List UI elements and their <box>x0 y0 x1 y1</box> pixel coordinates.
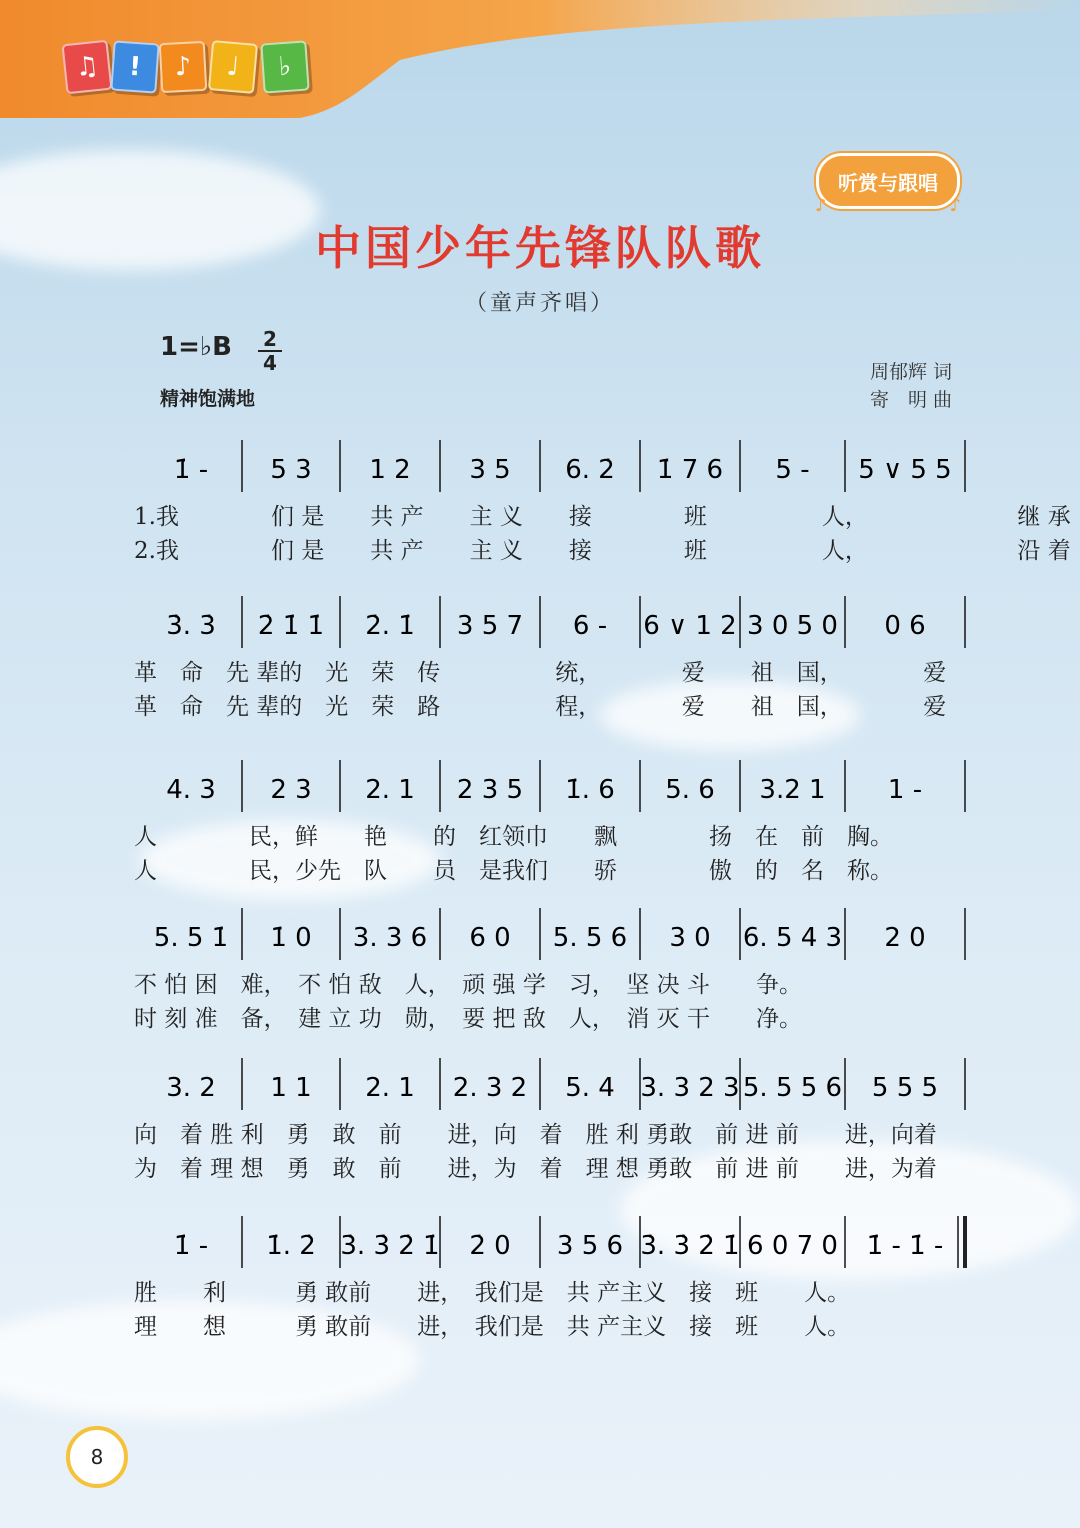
lyric-line: 人 民，少先 队 员 是我们 骄 傲 的 名 称。 <box>134 858 893 884</box>
measure-notes: 3 0 5 0 <box>747 611 838 641</box>
composer: 寄 明 曲 <box>870 389 953 411</box>
lyric-line: 革 命 先 辈的 光 荣 路 程， 爱 祖 国， 爱 <box>134 694 947 720</box>
lyric-line: 革 命 先 辈的 光 荣 传 统， 爱 祖 国， 爱 <box>134 660 947 686</box>
credits <box>870 358 952 414</box>
tempo-marking: 精神饱满地 <box>160 388 256 410</box>
measure-notes: 5 3 <box>270 455 312 485</box>
measure-notes: 2. 1 <box>365 1073 415 1103</box>
key-signature: 1=♭B <box>160 332 232 362</box>
lyric-line: 1.我 们 是 共 产 主 义 接 班 人， 继 承 <box>134 504 1071 530</box>
measure-notes: 1̇ - <box>173 1231 209 1261</box>
measure-notes: 3.2 1 <box>759 775 826 805</box>
measure-notes: 1̇. 6 <box>565 775 615 805</box>
measure-notes: 2̇ 1̇ 1̇ <box>257 611 325 641</box>
music-note-icon: ♪ <box>949 195 961 216</box>
measure-notes: 4. 3 <box>166 775 216 805</box>
measure-notes: 5 - <box>775 455 810 485</box>
music-block-icon: ! <box>110 40 159 93</box>
page-number: 8 <box>66 1426 128 1488</box>
measure-notes: 1̇ - <box>173 455 209 485</box>
music-block-icon: ♪ <box>159 41 208 93</box>
lyricist: 周郁辉 词 <box>870 361 953 383</box>
time-signature <box>258 328 282 374</box>
measure-notes: 2 3 <box>270 775 312 805</box>
measure-notes: 2 0 <box>884 923 926 953</box>
music-block-icon: ♭ <box>260 40 309 93</box>
measure-notes: 5 ∨ 5 5 <box>858 455 952 485</box>
lyric-line: 理 想 勇 敢前 进， 我们是 共 产主义 接 班 人。 <box>134 1314 851 1340</box>
measure-notes: 3̇. 3̇ 2̇ 1̇ <box>640 1231 740 1261</box>
measure-notes: 5. 5 1̇ <box>153 923 229 953</box>
staff-notation <box>0 604 1080 654</box>
measure-notes: 6 - <box>572 611 608 641</box>
staff-notation <box>0 916 1080 966</box>
staff-notation <box>0 768 1080 818</box>
staff-notation <box>0 1224 1080 1274</box>
music-note-icon: ♪ <box>815 195 827 216</box>
measure-notes: 5. 5 5 6 <box>742 1073 843 1103</box>
lyric-line: 向 着 胜 利 勇 敢 前 进，向 着 胜 利 勇敢 前 进 前 进，向着 <box>134 1122 937 1148</box>
measure-notes: 1̇. 2̇ <box>266 1231 316 1261</box>
measure-notes: 1̇ 7 6 <box>656 455 724 485</box>
measure-notes: 3 5 <box>469 455 511 485</box>
measure-notes: 1̇ - 1̇ - <box>866 1231 944 1261</box>
section-badge <box>815 153 961 216</box>
measure-notes: 1 2 <box>369 455 411 485</box>
lyric-line: 2.我 们 是 共 产 主 义 接 班 人， 沿 着 <box>134 538 1071 564</box>
measure-notes: 2 3 5 <box>456 775 524 805</box>
measure-notes: 5 5 5 <box>871 1073 939 1103</box>
lyric-line: 人 民，鲜 艳 的 红领巾 飘 扬 在 前 胸。 <box>134 824 893 850</box>
measure-notes: 0 6 <box>884 611 926 641</box>
measure-notes: 1 - <box>887 775 923 805</box>
lyric-line: 胜 利 勇 敢前 进， 我们是 共 产主义 接 班 人。 <box>134 1280 851 1306</box>
song-subtitle: （童声齐唱） <box>464 291 615 316</box>
measure-notes: 3 0 <box>669 923 711 953</box>
measure-notes: 3 5 6 <box>556 1231 624 1261</box>
measure-notes: 3̇. 3̇ 2̇ 1̇ <box>340 1231 440 1261</box>
measure-notes: 6. 5 4 3 <box>742 923 843 953</box>
measure-notes: 3̇. 3̇ <box>166 611 216 641</box>
measure-notes: 6 0 7 0 <box>747 1231 838 1261</box>
measure-notes: 6 0 <box>469 923 511 953</box>
measure-notes: 6 ∨ 1 2 <box>643 611 737 641</box>
lyric-line: 为 着 理 想 勇 敢 前 进，为 着 理 想 勇敢 前 进 前 进，为着 <box>134 1156 937 1182</box>
measure-notes: 2̇ 0 <box>469 1231 511 1261</box>
measure-notes: 2̇. 1̇ <box>365 611 415 641</box>
measure-notes: 3 5 7 <box>456 611 524 641</box>
measure-notes: 6. 2̇ <box>565 455 615 485</box>
time-sig-top: 2 <box>263 327 277 351</box>
measure-notes: 2. 1 <box>365 775 415 805</box>
measure-notes: 3. 3 6 <box>352 923 428 953</box>
measure-notes: 5. 5 6 <box>552 923 628 953</box>
song-title: 中国少年先锋队队歌 <box>315 221 765 275</box>
measure-notes: 3. 2 <box>166 1073 216 1103</box>
time-sig-bottom: 4 <box>263 351 277 375</box>
badge-label: 听赏与跟唱 <box>838 170 938 195</box>
measure-notes: 1̇ 0 <box>270 923 312 953</box>
measure-notes: 5. 6 <box>665 775 715 805</box>
measure-notes: 1 1 <box>270 1073 312 1103</box>
music-block-icon: ♩ <box>208 40 258 94</box>
staff-notation <box>0 448 1080 498</box>
lyric-line: 不 怕 困 难， 不 怕 敌 人， 顽 强 学 习， 坚 决 斗 争。 <box>134 972 802 998</box>
staff-notation <box>0 1066 1080 1116</box>
lyric-line: 时 刻 准 备， 建 立 功 勋， 要 把 敌 人， 消 灭 干 净。 <box>134 1006 802 1032</box>
measure-notes: 5. 4 <box>565 1073 615 1103</box>
music-block-icon: ♫ <box>62 40 113 95</box>
measure-notes: 2. 3 2 <box>452 1073 528 1103</box>
measure-notes: 3. 3 2 3 <box>640 1073 740 1103</box>
